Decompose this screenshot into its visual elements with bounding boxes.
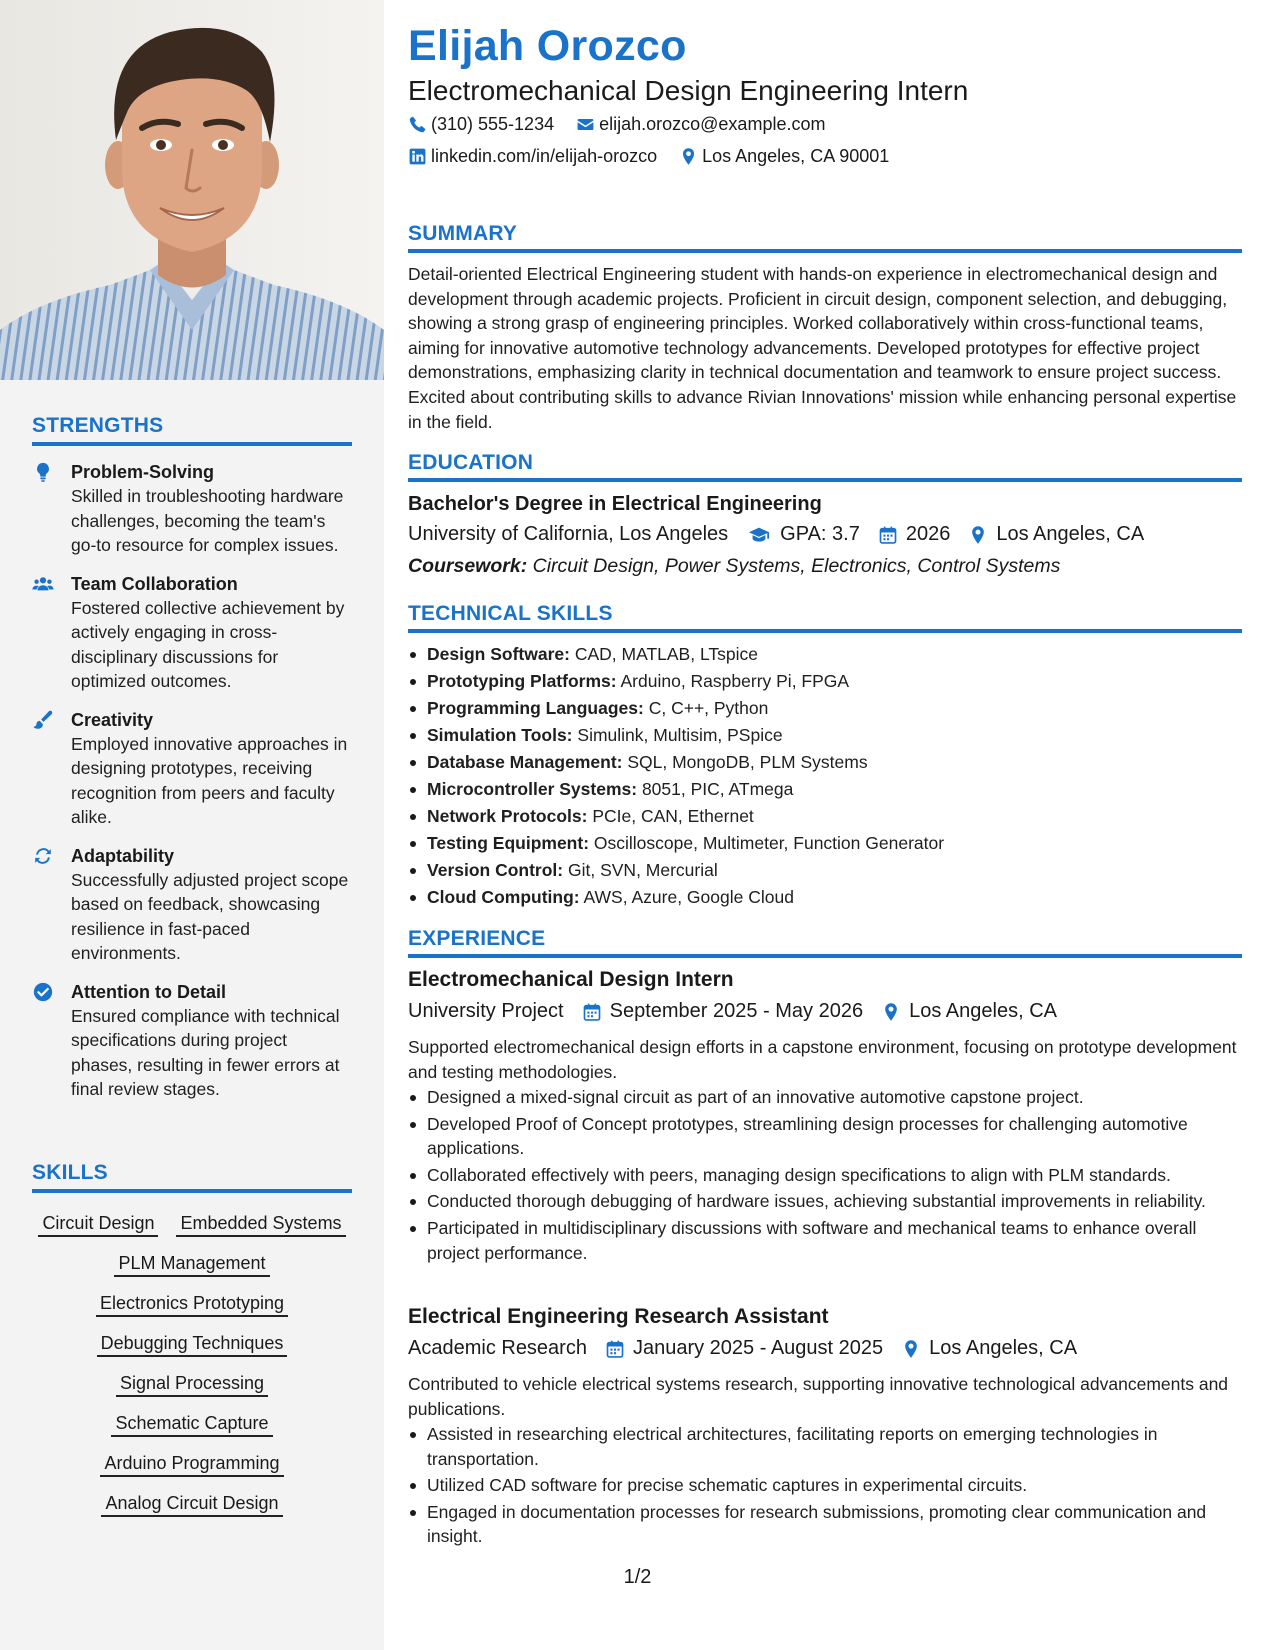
list-item	[408, 884, 1242, 911]
calendar-icon	[878, 525, 898, 545]
strength-item	[32, 980, 352, 1102]
contact-row	[408, 114, 847, 135]
technical-skills-heading: TECHNICAL SKILLS	[408, 602, 1242, 633]
skill-value: 8051, PIC, ATmega	[641, 779, 794, 799]
list-item	[408, 776, 1242, 803]
strength-title: Attention to Detail	[71, 981, 226, 1002]
job-location: Los Angeles, CA	[929, 1337, 1078, 1359]
map-pin-icon	[901, 1339, 921, 1359]
skills-list	[32, 1201, 352, 1521]
skill-label: Version Control:	[427, 860, 564, 880]
list-item	[408, 749, 1242, 776]
check-circle-icon	[32, 981, 54, 1003]
skill-value: Git, SVN, Mercurial	[568, 860, 718, 880]
degree-title: Bachelor's Degree in Electrical Engineering	[408, 493, 822, 515]
job-meta	[408, 1000, 1057, 1023]
candidate-name: Elijah Orozco	[408, 22, 687, 70]
graduation-cap-icon	[746, 524, 772, 546]
phone-contact[interactable]	[408, 114, 554, 135]
skills-heading: SKILLS	[32, 1161, 352, 1193]
sync-icon	[32, 845, 54, 867]
list-item: Collaborated effectively with peers, managing design specifications to align with PLM standards.	[408, 1163, 1242, 1188]
list-item: Designed a mixed-signal circuit as part of an innovative automotive capstone project.	[408, 1085, 1242, 1110]
job-dates: September 2025 - May 2026	[609, 1000, 864, 1022]
job-meta	[408, 1337, 1077, 1360]
strength-title: Creativity	[71, 709, 154, 730]
map-pin-icon	[968, 525, 988, 545]
job-dates: January 2025 - August 2025	[632, 1337, 884, 1359]
strength-title: Adaptability	[71, 845, 175, 866]
list-item: Engaged in documentation processes for research submissions, promoting clear communication and insight.	[408, 1500, 1242, 1549]
job-org: University Project	[408, 1000, 564, 1022]
profile-photo	[0, 0, 384, 380]
job-title: Electrical Engineering Research Assistant	[408, 1305, 829, 1328]
strength-desc: Skilled in troubleshooting hardware challenges, becoming the team's go-to resource for complex issues.	[71, 486, 344, 555]
contact-row	[408, 146, 911, 167]
skill-value: Simulink, Multisim, PSpice	[577, 725, 783, 745]
phone-text: (310) 555-1234	[431, 114, 555, 134]
skill-tag: Debugging Techniques	[97, 1331, 288, 1357]
envelope-icon	[576, 115, 595, 134]
skill-value: SQL, MongoDB, PLM Systems	[627, 752, 868, 772]
skill-label: Testing Equipment:	[427, 833, 590, 853]
education-meta	[408, 523, 1144, 546]
skill-label: Programming Languages:	[427, 698, 644, 718]
skill-tag: Circuit Design	[38, 1211, 158, 1237]
list-item	[408, 695, 1242, 722]
skill-tag: Arduino Programming	[100, 1451, 283, 1477]
linkedin-icon	[408, 147, 427, 166]
skill-label: Design Software:	[427, 644, 570, 664]
skill-tag: PLM Management	[114, 1251, 269, 1277]
skill-value: Arduino, Raspberry Pi, FPGA	[620, 671, 850, 691]
summary-text: Detail-oriented Electrical Engineering student with hands-on experience in electromechanical design and development through academic projects. Proficient in circuit design, component selection, and debugging, showing a strong grasp of engineering principles. Worked collaboratively within cross-functional teams, aiming for innovative automotive technology advancements. Developed prototypes for effective project demonstrations, emphasizing clarity in technical documentation and teamwork to ensure project success. Excited about contributing skills to advance Rivian Innovations' mission while enhancing personal expertise in the field.	[408, 264, 1237, 432]
skill-value: C, C++, Python	[648, 698, 769, 718]
skill-label: Simulation Tools:	[427, 725, 573, 745]
coursework	[408, 555, 1060, 578]
skill-value: CAD, MATLAB, LTspice	[574, 644, 758, 664]
list-item	[408, 830, 1242, 857]
email-contact[interactable]	[576, 114, 825, 135]
skill-value: AWS, Azure, Google Cloud	[583, 887, 794, 907]
calendar-icon	[605, 1339, 625, 1359]
education-heading: EDUCATION	[408, 451, 1242, 482]
list-item	[408, 668, 1242, 695]
education-location: Los Angeles, CA	[996, 523, 1145, 545]
linkedin-text: linkedin.com/in/elijah-orozco	[431, 146, 658, 166]
gpa-text: GPA: 3.7	[780, 523, 860, 545]
summary-heading: SUMMARY	[408, 222, 1242, 253]
job-description: Contributed to vehicle electrical systems research, supporting innovative technological advancements and publications.	[408, 1374, 1229, 1419]
map-pin-icon	[881, 1002, 901, 1022]
skill-tag: Electronics Prototyping	[96, 1291, 288, 1317]
skill-value: Oscilloscope, Multimeter, Function Generator	[593, 833, 945, 853]
school-name: University of California, Los Angeles	[408, 523, 729, 545]
strength-desc: Fostered collective achievement by actively engaging in cross-disciplinary discussions for optimized outcomes.	[71, 597, 345, 691]
list-item: Utilized CAD software for precise schematic captures in experimental circuits.	[408, 1473, 1242, 1498]
phone-icon	[408, 115, 427, 134]
strength-desc: Employed innovative approaches in designing prototypes, receiving recognition from peers and faculty alike.	[71, 733, 348, 827]
paintbrush-icon	[32, 709, 54, 731]
list-item: Conducted thorough debugging of hardware issues, achieving substantial improvements in reliability.	[408, 1189, 1242, 1214]
portrait-illustration	[0, 0, 384, 380]
list-item	[408, 857, 1242, 884]
map-pin-icon	[679, 147, 698, 166]
strength-item	[32, 844, 352, 966]
list-item: Assisted in researching electrical architectures, facilitating reports on emerging technologies in transportation.	[408, 1422, 1242, 1471]
strength-desc: Ensured compliance with technical specifications during project phases, resulting in fewer errors at final review stages.	[71, 1005, 340, 1099]
skill-label: Network Protocols:	[427, 806, 588, 826]
strength-desc: Successfully adjusted project scope based on feedback, showcasing resilience in fast-paced environments.	[71, 869, 349, 963]
list-item	[408, 641, 1242, 668]
skill-tag: Embedded Systems	[176, 1211, 345, 1237]
strength-title: Problem-Solving	[71, 462, 215, 482]
calendar-icon	[582, 1002, 602, 1022]
skills-section	[32, 1161, 352, 1521]
sidebar	[0, 0, 384, 1650]
job-location: Los Angeles, CA	[909, 1000, 1057, 1022]
candidate-title: Electromechanical Design Engineering Intern	[408, 75, 969, 106]
job-bullets	[408, 1422, 1242, 1551]
list-item	[408, 722, 1242, 749]
email-text: elijah.orozco@example.com	[599, 114, 826, 134]
skill-tag: Schematic Capture	[111, 1411, 272, 1437]
list-item	[408, 803, 1242, 830]
strength-item	[32, 708, 352, 830]
skill-label: Microcontroller Systems:	[427, 779, 638, 799]
skill-label: Database Management:	[427, 752, 623, 772]
skill-value: PCIe, CAN, Ethernet	[592, 806, 754, 826]
strength-item	[32, 460, 352, 558]
graduation-year: 2026	[905, 523, 951, 545]
skill-label: Cloud Computing:	[427, 887, 580, 907]
coursework-text: Circuit Design, Power Systems, Electronics, Control Systems	[532, 555, 1061, 577]
coursework-label: Coursework:	[408, 555, 528, 577]
location-contact	[679, 146, 889, 167]
skill-tag: Signal Processing	[116, 1371, 268, 1397]
job-description: Supported electromechanical design efforts in a capstone environment, focusing on prototype development and testing methodologies.	[408, 1037, 1237, 1082]
strength-item	[32, 572, 352, 694]
job-title: Electromechanical Design Intern	[408, 968, 734, 991]
users-icon	[32, 573, 54, 595]
lightbulb-icon	[32, 461, 54, 483]
job-bullets	[408, 1085, 1242, 1267]
location-text: Los Angeles, CA 90001	[702, 146, 890, 166]
strength-title: Team Collaboration	[71, 573, 238, 594]
skill-tag: Analog Circuit Design	[101, 1491, 282, 1517]
skill-label: Prototyping Platforms:	[427, 671, 617, 691]
strengths-section	[32, 414, 352, 1102]
page-number: 1/2	[623, 1566, 652, 1588]
experience-heading: EXPERIENCE	[408, 927, 1242, 958]
linkedin-contact[interactable]	[408, 146, 657, 167]
technical-skills-list	[408, 641, 1242, 911]
list-item: Participated in multidisciplinary discussions with software and mechanical teams to enhance overall project performance.	[408, 1216, 1242, 1265]
list-item: Developed Proof of Concept prototypes, streamlining design processes for challenging automotive applications.	[408, 1112, 1242, 1161]
strengths-heading: STRENGTHS	[32, 414, 352, 446]
job-org: Academic Research	[408, 1337, 587, 1359]
